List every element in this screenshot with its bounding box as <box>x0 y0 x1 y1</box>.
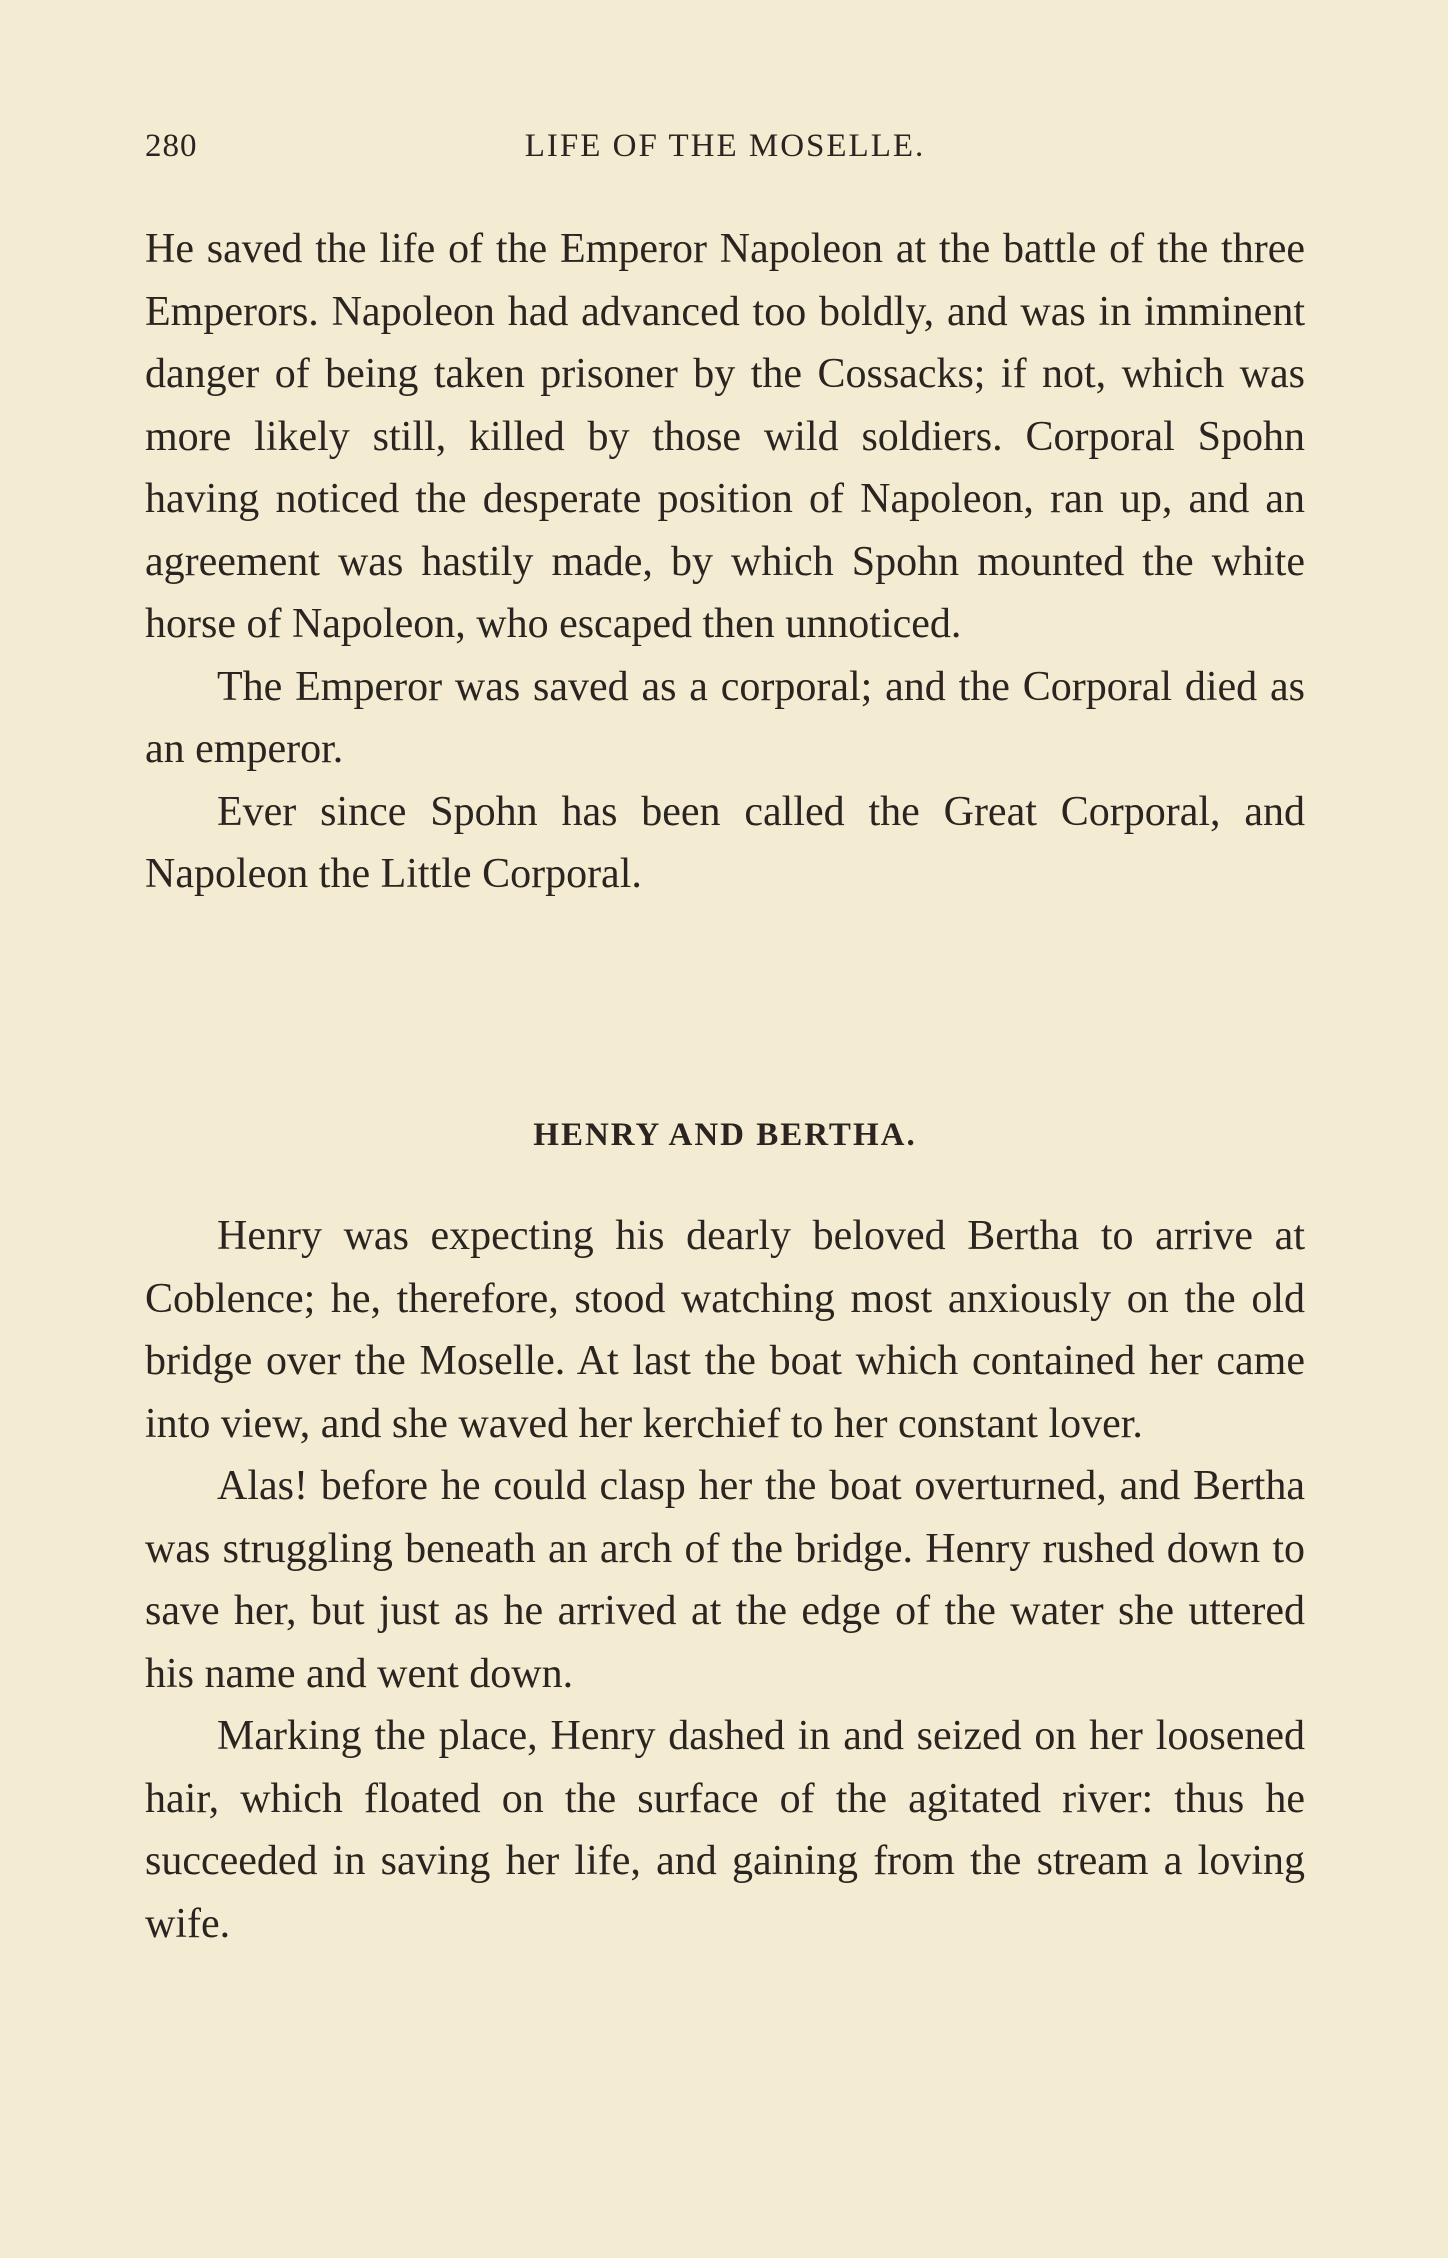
story-henry-bertha-text <box>145 1205 1305 1955</box>
paragraph: Alas! before he could clasp her the boat overturned, and Bertha was struggling beneath an arch of the bridge. Henry rushed down to save her, but just as he arrived at the edge of the water she uttered his name and went down. <box>145 1463 1305 1697</box>
paragraph: He saved the life of the Emperor Napoleon at the battle of the three Emperors. Napoleon had advanced too boldly, and was in imminent danger of being taken prisoner by the Cossacks; if not, which was more likely still, killed by those wild soldiers. Corporal Spohn having noticed the desperate position of Napoleon, ran up, and an agreement was hastily made, by which Spohn mounted the white horse of Napoleon, who escaped then unnoticed. <box>145 226 1305 647</box>
story-napoleon-text <box>145 218 1305 906</box>
running-head <box>145 128 1305 178</box>
page-number: 280 <box>145 128 198 164</box>
section-heading: HENRY AND BERTHA. <box>533 1117 917 1153</box>
running-title: LIFE OF THE MOSELLE. <box>524 128 926 164</box>
paragraph: The Emperor was saved as a corporal; and the Corporal died as an emperor. <box>145 663 1305 772</box>
paragraph: Henry was expecting his dearly beloved Bertha to arrive at Coblence; he, therefore, stood watching most anxiously on the old bridge over the Moselle. At last the boat which contained her came into view, and she waved her kerchief to her constant lover. <box>145 1213 1305 1447</box>
paragraph: Marking the place, Henry dashed in and seized on her loosened hair, which floated on the surface of the agitated river: thus he succeeded in saving her life, and gaining from the stream a loving wife. <box>145 1713 1305 1947</box>
paragraph: Ever since Spohn has been called the Great Corporal, and Napoleon the Little Corporal. <box>145 788 1305 897</box>
